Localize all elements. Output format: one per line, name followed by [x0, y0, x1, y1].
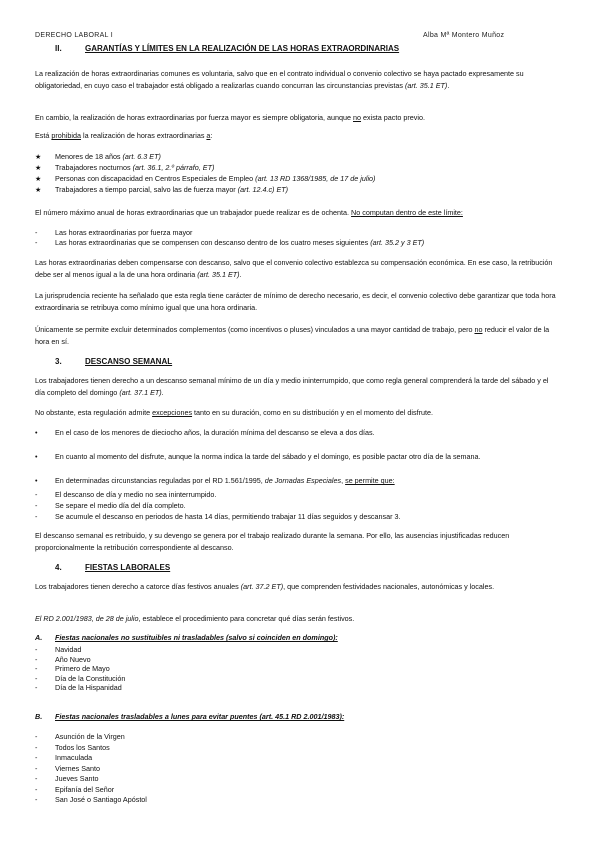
section-number: II. [55, 44, 62, 53]
item-text: Día de la Hispanidad [55, 683, 122, 692]
item-text: , [341, 476, 346, 485]
dash-bullet-icon: - [35, 654, 38, 664]
item-text: Día de la Constitución [55, 673, 126, 683]
item-text: Menores de 18 años [55, 152, 123, 161]
dash-bullet-icon: - [35, 501, 38, 510]
item-text: Asunción de la Virgen [55, 732, 125, 741]
text: No obstante, esta regulación admite [35, 408, 153, 417]
text: Únicamente se permite excluir determinados complementos (como incentivos o pluses) vinculados a una mayor cantidad de trabajo, pero [35, 325, 475, 334]
text: La realización de horas extraordinarias comunes es voluntaria, salvo que en el contrato individual o convenio colectivo se haya pactado expresamente su obligatoriedad, en cuyo caso el trabajador está obligado a realizarlas cuando concurran las circunstancias previstas [35, 69, 524, 90]
paragraph-voluntary [35, 68, 560, 91]
item-text: Las horas extraordinarias por fuerza mayor [55, 228, 193, 237]
dash-bullet-icon: - [35, 732, 38, 741]
underlined-text: excepciones [152, 408, 193, 417]
sub-letter: B. [35, 712, 43, 721]
paragraph-exclusions [35, 324, 560, 347]
item-text: En cuanto al momento del disfrute, aunque la norma indica la tarde del sábado y el domingo, es posible pactar otro día de la semana. [55, 452, 481, 461]
item-text: Año Nuevo [55, 654, 91, 664]
bullet-icon: • [35, 428, 38, 437]
dash-bullet-icon: - [35, 763, 38, 773]
permits-list [35, 489, 560, 522]
item-text: Epifanía del Señor [55, 784, 115, 794]
item-text: Jueves Santo [55, 774, 99, 783]
text: la realización de horas extraordinarias [80, 131, 207, 140]
list-item [35, 475, 560, 486]
holidays-list-b [35, 732, 560, 806]
paragraph-force-majeure [35, 112, 560, 124]
holidays-list-a [35, 645, 560, 693]
underlined-text: no [353, 113, 362, 122]
text: Está [35, 131, 52, 140]
list-item [35, 795, 560, 806]
item-text: Viernes Santo [55, 763, 101, 773]
paragraph-royal-decree [35, 613, 560, 625]
dash-bullet-icon: - [35, 645, 38, 654]
list-item [35, 645, 560, 655]
dash-bullet-icon: - [35, 673, 38, 683]
item-text: Personas con discapacidad en Centros Especiales de Empleo [55, 174, 256, 183]
header-course: DERECHO LABORAL I [35, 32, 113, 39]
text: . [239, 269, 242, 279]
dash-bullet-icon: - [35, 512, 38, 521]
paragraph-annual-limit [35, 207, 560, 219]
list-item [35, 489, 560, 500]
paragraph-exceptions [35, 407, 560, 419]
list-item [35, 511, 560, 522]
text: Los trabajadores tienen derecho a catorce días festivos anuales [35, 582, 241, 591]
text: reducir el valor de la hora en sí. [35, 325, 550, 346]
list-item [35, 655, 560, 665]
list-item [35, 753, 560, 764]
text: El descanso semanal es retribuido, y su devengo se genera por el trabajo realizado durante la semana. Por ello, las ausencias injustificadas reducen proporcionalmente la retribución correspondiente al descanso. [35, 531, 510, 552]
sub-title: Fiestas nacionales no sustituibles ni trasladables (salvo si coinciden en domingo): [55, 633, 338, 642]
list-item [35, 151, 560, 162]
bullet-icon: • [35, 476, 38, 485]
list-item [35, 732, 560, 743]
list-item [35, 451, 560, 462]
italic-text: de Jornadas Especiales [264, 476, 342, 485]
text: . [447, 80, 450, 90]
not-counted-list [35, 228, 560, 247]
list-item [35, 674, 560, 684]
paragraph-weekly-rest [35, 375, 560, 398]
item-text: Primero de Mayo [55, 664, 110, 673]
list-item [35, 743, 560, 754]
subheading-a [35, 633, 338, 642]
dash-bullet-icon: - [35, 742, 38, 752]
item-text: Navidad [55, 645, 82, 654]
bullet-icon: • [35, 452, 38, 461]
paragraph-paid-rest [35, 530, 560, 553]
paragraph-holidays [35, 581, 560, 593]
dash-bullet-icon: - [35, 664, 38, 673]
text: . [161, 387, 164, 397]
list-item [35, 683, 560, 693]
dash-bullet-icon: - [35, 774, 38, 783]
dash-bullet-icon: - [35, 784, 38, 794]
legal-reference: (art. 12.4.c) ET) [237, 185, 289, 194]
list-item [35, 664, 560, 674]
paragraph-prohibited [35, 130, 560, 142]
legal-reference: (art. 35.1 ET) [404, 80, 448, 90]
legal-reference: (art. 36.1, 2.º párrafo, ET) [132, 163, 215, 172]
star-bullet-icon: ★ [35, 185, 42, 194]
italic-text: El RD 2.001/1983, de 28 de julio [35, 614, 139, 623]
item-text: El descanso de día y medio no sea ininterrumpido. [55, 490, 217, 499]
list-item [35, 238, 560, 248]
text: , que comprenden festividades nacionales, autonómicas y locales. [283, 582, 495, 591]
item-text: Trabajadores a tiempo parcial, salvo las de fuerza mayor [55, 185, 238, 194]
section-title: FIESTAS LABORALES [85, 563, 171, 572]
text: Los trabajadores tienen derecho a un descanso semanal mínimo de un día y medio ininterrumpido, que como regla general comprenderá la tarde del sábado y el día completo del domingo [35, 376, 549, 397]
underlined-text: a [206, 131, 211, 140]
text: El número máximo anual de horas extraordinarias que un trabajador puede realizar es de ochenta. [35, 208, 352, 217]
prohibited-list [35, 151, 560, 195]
legal-reference: (art. 35.2 y 3 ET) [370, 237, 425, 247]
header-author: Alba Mª Montero Muñoz [423, 32, 505, 39]
item-text: Se acumule el descanso en periodos de hasta 14 días, permitiendo trabajar 11 días seguidos y descansar 3. [55, 512, 401, 521]
sub-title: Fiestas nacionales trasladables a lunes para evitar puentes (art. 45.1 RD 2.001/1983): [55, 712, 345, 721]
list-item [35, 427, 560, 438]
section-heading-3 [35, 357, 172, 366]
list-item [35, 764, 560, 775]
exceptions-list [35, 427, 560, 486]
section-number: 3. [55, 357, 62, 366]
text: La jurisprudencia reciente ha señalado que esta regla tiene carácter de mínimo de derecho necesario, es decir, el convenio colectivo debe garantizar que toda hora extraordinaria se retribuya como mínimo igual que una hora ordinaria. [35, 291, 556, 312]
section-number: 4. [55, 563, 62, 572]
star-bullet-icon: ★ [35, 152, 42, 161]
item-text: Todos los Santos [55, 742, 110, 752]
dash-bullet-icon: - [35, 237, 38, 247]
text: exista pacto previo. [361, 113, 425, 122]
star-bullet-icon: ★ [35, 163, 42, 172]
subheading-b [35, 712, 344, 721]
section-title: GARANTÍAS Y LÍMITES EN LA REALIZACIÓN DE LAS HORAS EXTRAORDINARIAS [85, 44, 400, 53]
text: , establece el procedimiento para concretar qué días serán festivos. [138, 614, 355, 623]
section-heading-4 [35, 563, 170, 572]
item-text: Se separe el medio día del día completo. [55, 501, 186, 510]
text: tanto en su duración, como en su distribución y en el momento del disfrute. [192, 408, 433, 417]
item-text: Trabajadores nocturnos [55, 163, 133, 172]
paragraph-jurisprudence [35, 290, 560, 313]
list-item [35, 785, 560, 796]
list-item [35, 774, 560, 785]
legal-reference: (art. 35.1 ET) [197, 269, 240, 279]
legal-reference: (art. 13 RD 1368/1985, de 17 de julio) [255, 174, 376, 183]
dash-bullet-icon: - [35, 683, 38, 692]
dash-bullet-icon: - [35, 228, 38, 237]
list-item [35, 500, 560, 511]
list-item [35, 228, 560, 238]
star-bullet-icon: ★ [35, 174, 42, 183]
legal-reference: (art. 6.3 ET) [122, 152, 161, 161]
list-item [35, 184, 560, 195]
underlined-text: No computan dentro de este límite: [351, 208, 463, 217]
underlined-text: prohibida [51, 131, 81, 140]
list-item [35, 173, 560, 184]
item-text: En el caso de los menores de dieciocho años, la duración mínima del descanso se eleva a dos días. [55, 428, 375, 437]
sub-letter: A. [35, 633, 43, 642]
item-text: San José o Santiago Apóstol [55, 795, 147, 804]
underlined-text: se permite que: [345, 476, 395, 485]
underlined-text: no [474, 325, 483, 334]
dash-bullet-icon: - [35, 753, 38, 762]
dash-bullet-icon: - [35, 795, 38, 804]
section-heading-2 [35, 44, 399, 53]
paragraph-compensation [35, 257, 560, 280]
section-title: DESCANSO SEMANAL [85, 357, 173, 366]
legal-reference: (art. 37.1 ET) [119, 387, 162, 397]
legal-reference: (art. 37.2 ET) [240, 582, 284, 591]
item-text: En determinadas circunstancias reguladas por el RD 1.561/1995, [55, 476, 265, 485]
text: En cambio, la realización de horas extraordinarias por fuerza mayor es siempre obligatoria, aunque [35, 113, 354, 122]
text: Las horas extraordinarias deben compensarse con descanso, salvo que el convenio colectivo establezca su compensación económica. En ese caso, la retribución debe ser al menos igual a la de una hora ordinaria [35, 258, 553, 279]
item-text: Inmaculada [55, 753, 93, 762]
dash-bullet-icon: - [35, 490, 38, 499]
list-item [35, 162, 560, 173]
item-text: Las horas extraordinarias que se compensen con descanso dentro de los cuatro meses siguientes [55, 237, 371, 247]
text: : [210, 131, 213, 140]
